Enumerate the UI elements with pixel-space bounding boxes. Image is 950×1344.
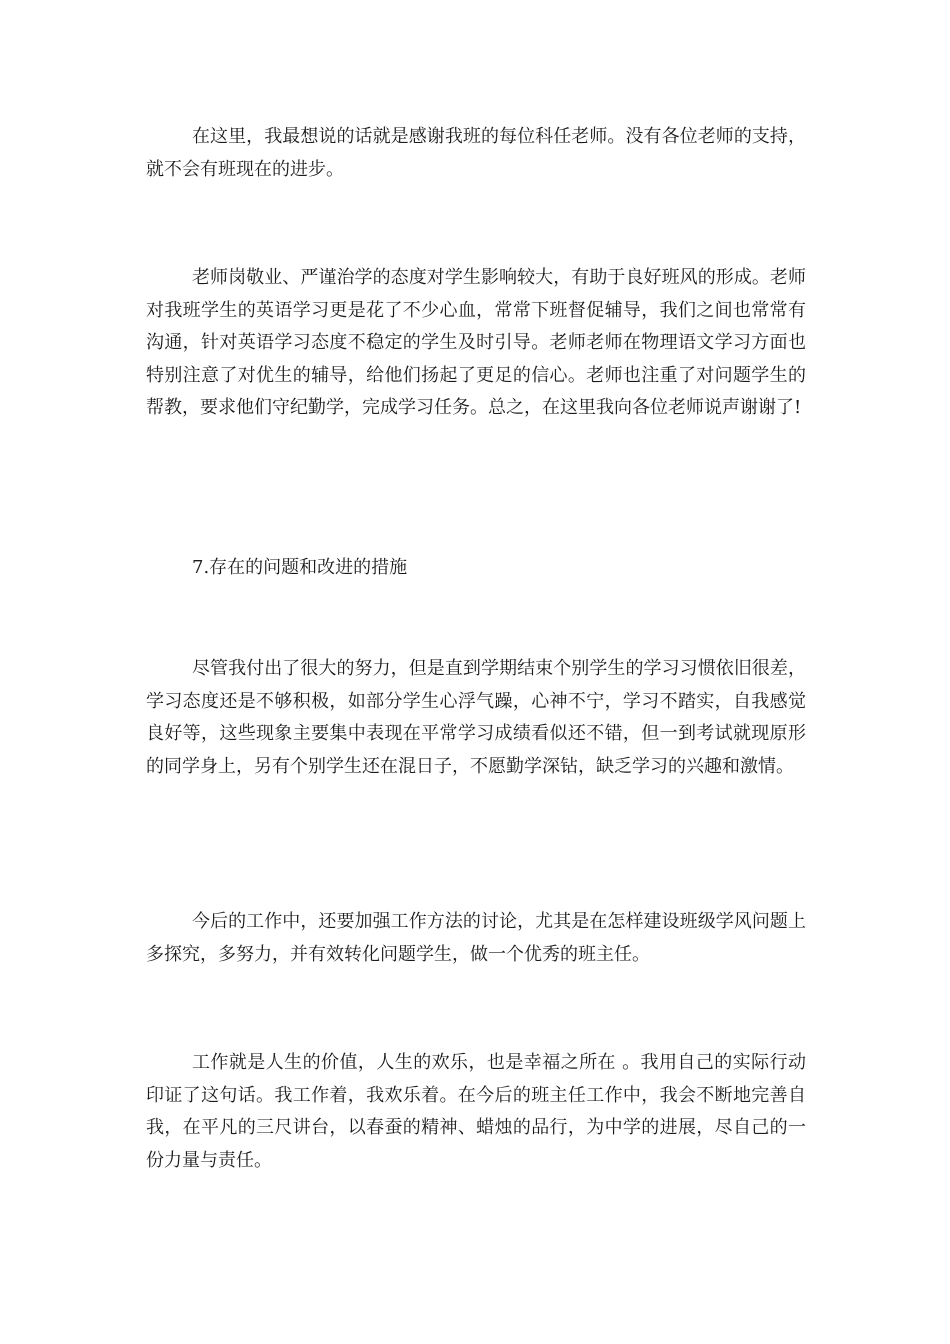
paragraph-conclusion: 工作就是人生的价值，人生的欢乐，也是幸福之所在 。我用自己的实际行动印证了这句话。我工作着，我欢乐着。在今后的班主任工作中，我会不断地完善自我，在平凡的三尺讲台，以春蚕的精神、蜡烛的品行，为中学的进展，尽自己的一份力量与责任。	[146, 1052, 806, 1171]
section-heading-problems: 7.存在的问题和改进的措施	[192, 557, 408, 578]
paragraph-teacher-praise: 老师岗敬业、严谨治学的态度对学生影响较大，有助于良好班风的形成。老师对我班学生的英语学习更是花了不少心血，常常下班督促辅导，我们之间也常常有沟通，针对英语学习态度不稳定的学生及时引导。老师老师在物理语文学习方面也特别注意了对优生的辅导，给他们扬起了更足的信心。老师也注重了对问题学生的帮教，要求他们守纪勤学，完成学习任务。总之，在这里我向各位老师说声谢谢了!	[146, 267, 806, 418]
paragraph-problems: 尽管我付出了很大的努力，但是直到学期结束个别学生的学习习惯依旧很差，学习态度还是不够积极，如部分学生心浮气躁，心神不宁，学习不踏实，自我感觉良好等，这些现象主要集中表现在平常学习成绩看似还不错，但一到考试就现原形的同学身上，另有个别学生还在混日子，不愿勤学深钻，缺乏学习的兴趣和激情。	[146, 658, 806, 777]
paragraph-thanks: 在这里，我最想说的话就是感谢我班的每位科任老师。没有各位老师的支持，就不会有班现在的进步。	[146, 126, 806, 180]
paragraph-future-work: 今后的工作中，还要加强工作方法的讨论，尤其是在怎样建设班级学风问题上多探究，多努力，并有效转化问题学生，做一个优秀的班主任。	[146, 911, 806, 965]
